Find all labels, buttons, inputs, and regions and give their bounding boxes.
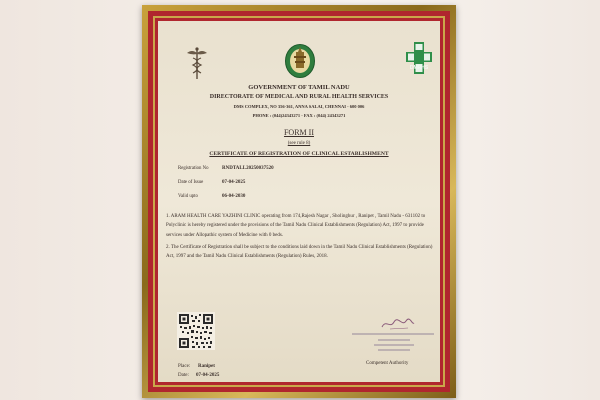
directorate-heading: DIRECTORATE OF MEDICAL AND RURAL HEALTH SERVICES xyxy=(209,94,389,100)
reg-no-label: Registration No xyxy=(178,166,209,171)
signature-mark xyxy=(380,317,416,331)
issue-date: 07-04-2025 xyxy=(222,180,246,185)
date-label: Date: xyxy=(178,373,189,378)
valid-label: Valid upto xyxy=(178,194,198,199)
phone-line: PHONE : (044)24343271 - FAX : (044) 24343271 xyxy=(252,113,346,118)
caduceus-icon xyxy=(186,46,208,80)
address-line: DMS COMPLEX, NO 356-361, ANNA SALAI, CHENNAI - 600 006 xyxy=(233,104,365,109)
certificate-frame xyxy=(142,5,456,398)
paragraph-2: 2. The Certificate of Registration shall be subject to the conditions laid down in the Tamil Nadu Clinical Establishments (Regulation) Act, 1997 and the Tamil Nadu Clinical Establishments (Regulation) Rules, 2018. xyxy=(166,244,433,260)
rule-ref: (see rule 8) xyxy=(287,141,311,146)
reg-no-value: RNDTALL20250037520 xyxy=(222,166,274,171)
place-value: Ranipet xyxy=(198,364,215,369)
tamil-nadu-seal-icon xyxy=(284,43,316,79)
qr-code-icon xyxy=(177,312,215,350)
date-value: 07-04-2025 xyxy=(196,373,220,378)
certificate-heading: CERTIFICATE OF REGISTRATION OF CLINICAL ESTABLISHMENT xyxy=(209,151,389,157)
govt-heading: GOVERNMENT OF TAMIL NADU xyxy=(248,84,350,91)
logo-text: DMRHS xyxy=(409,65,429,71)
valid-date: 06-04-2030 xyxy=(222,194,246,199)
official-stamp xyxy=(348,331,438,355)
place-label: Place: xyxy=(178,364,191,369)
red-mat xyxy=(148,11,450,392)
certificate-paper xyxy=(158,21,440,382)
paragraph-1: 1. ARAM HEALTH CARE YAZHINI CLINIC operating from 174,Rajesh Nagar , Sholinghur , Ranipet , Tamil Nadu - 631102 to Polyclinic is hereby registered under the provisions of the Tamil Nadu Clinical Establishments (Regulation) Act, 1997 to provide services under Allopathic system of Medicine with 0 beds. xyxy=(166,214,426,238)
certificate-body xyxy=(166,212,434,264)
competent-authority: Competent Authority xyxy=(366,361,409,366)
dmrhs-logo xyxy=(405,41,433,83)
issue-label: Date of Issue xyxy=(178,180,204,185)
form-title: FORM II xyxy=(283,128,314,137)
